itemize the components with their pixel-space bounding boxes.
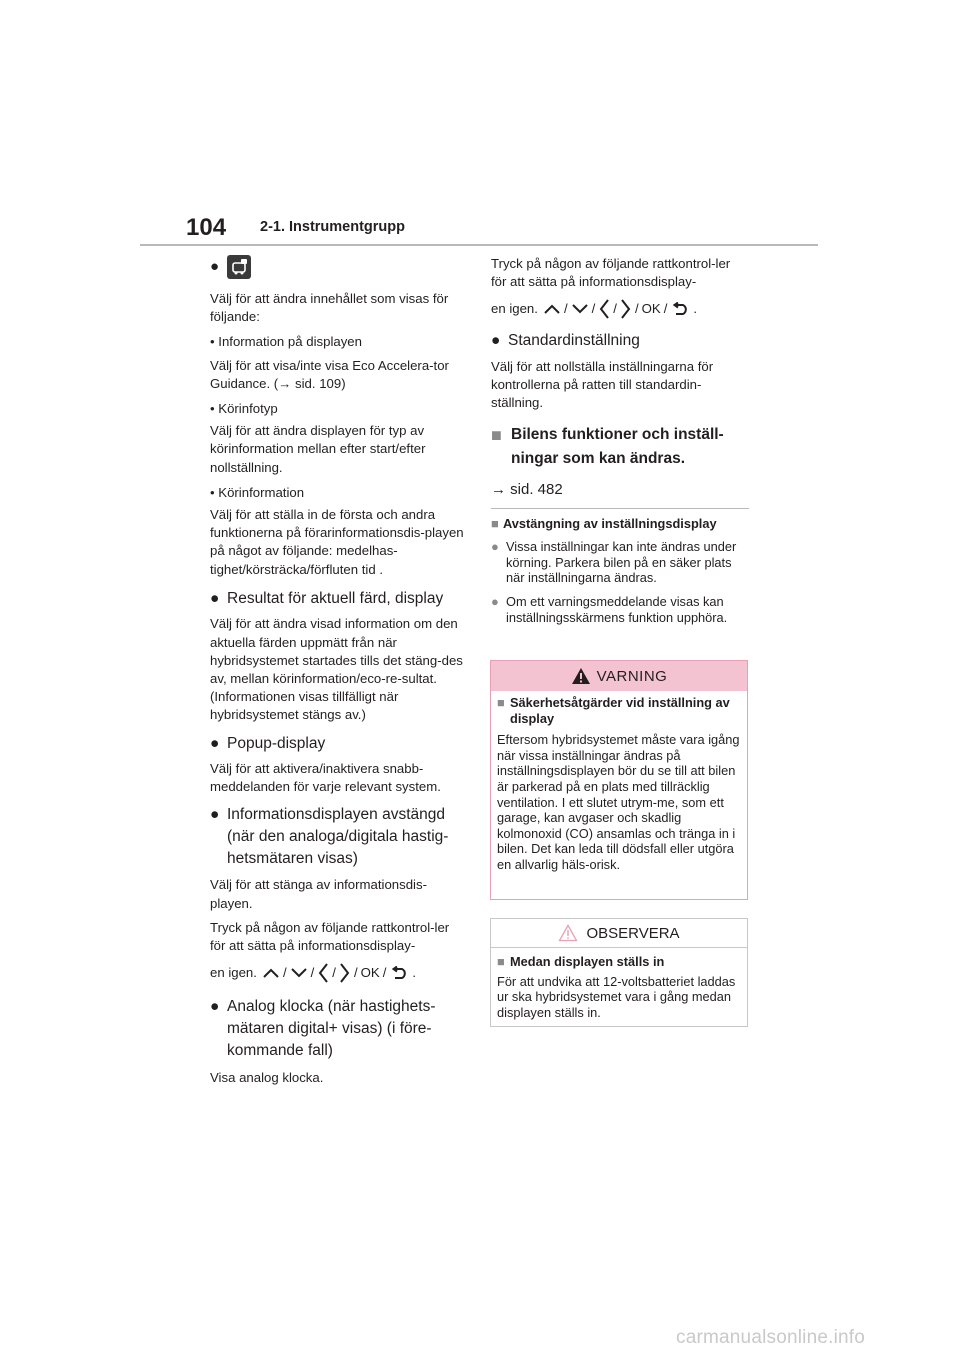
notice-text: För att undvika att 12-voltsbatteriet laddas ur ska hybridsystemet vara i gång medan displayen ställs in. <box>497 973 736 1020</box>
notice-body <box>491 948 747 1020</box>
chevron-down-icon <box>571 303 589 315</box>
section-title: 2-1. Instrumentgrupp <box>260 219 406 235</box>
press-lead: en igen. <box>210 965 257 981</box>
section-heading <box>210 804 468 870</box>
control-icons: / / / / OK / . <box>262 962 416 984</box>
bullet-dot: ● <box>210 734 220 752</box>
square-bullet: ■ <box>491 516 499 531</box>
left-column <box>210 254 468 1087</box>
item-text: Välj för att ändra displayen för typ av körinformation mellan efter start/efter nollställning. <box>210 423 426 475</box>
heading-text: Standardinställning <box>508 332 640 350</box>
heading-text: Resultat för aktuell färd, display <box>227 589 444 607</box>
bullet-dot: ● <box>491 539 499 555</box>
section-heading <box>210 588 468 610</box>
bullet-dot: ● <box>491 332 501 350</box>
section-text: Välj för att stänga av informationsdis-playen. <box>210 877 427 911</box>
control-line <box>491 296 749 322</box>
chevron-up-icon <box>262 967 280 979</box>
note-title-text: Avstängning av inställningsdisplay <box>503 516 717 531</box>
notice-box <box>490 918 748 1027</box>
intro-text: Välj för att ändra innehållet som visas för följande: <box>210 291 449 325</box>
note-item <box>491 539 749 586</box>
heading-text: Analog klocka (när hastighets-mätaren digital+ visas) (i före-kommande fall) <box>227 998 436 1060</box>
standard-text: Välj för att nollställa inställningarna för kontrollerna på ratten till standardin-ställning. <box>491 358 714 411</box>
note-item-text: Vissa inställningar kan inte ändras under körning. Parkera bilen på en säker plats när inställningarna ändras. <box>506 539 737 586</box>
press-text: Tryck på någon av följande rattkontrol-ler för att sätta på informationsdisplay- <box>491 256 731 290</box>
section-text: Visa analog klocka. <box>210 1070 324 1086</box>
bullet-dot: ● <box>491 593 499 609</box>
heading-text: Informationsdisplayen avstängd (när den analoga/digitala hastig-hetsmätaren visas) <box>227 806 449 868</box>
heading-text: Bilens funktioner och inställ-ningar som kan ändras. <box>511 425 724 467</box>
section-heading <box>210 996 468 1062</box>
back-icon <box>389 966 409 980</box>
ok-label: OK <box>641 301 661 317</box>
caution-icon <box>558 924 578 942</box>
note-item <box>491 594 749 625</box>
standard-heading <box>491 330 749 352</box>
display-settings-item <box>210 254 468 280</box>
warning-subtitle-text: Säkerhetsåtgärder vid inställning av display <box>510 695 730 726</box>
press-text: Tryck på någon av följande rattkontrol-ler för att sätta på informationsdisplay- <box>210 919 450 954</box>
chevron-left-icon <box>598 298 610 320</box>
section-heading <box>210 733 468 755</box>
back-icon <box>670 302 690 316</box>
warning-title: VARNING <box>596 667 668 685</box>
bullet-dot: ● <box>210 998 220 1016</box>
item-label: • Körinfotyp <box>210 401 278 417</box>
chevron-up-icon <box>543 303 561 315</box>
note-rule <box>491 508 749 509</box>
chevron-right-icon <box>339 962 351 984</box>
header-rule <box>140 244 818 246</box>
item-text: Välj för att visa/inte visa Eco Accelera-tor Guidance. (→ sid. 109) <box>210 357 449 391</box>
watermark: carmanualsonline.info <box>676 1327 866 1348</box>
warning-icon <box>571 667 591 685</box>
chevron-left-icon <box>317 962 329 984</box>
control-line <box>210 960 468 986</box>
bullet-dot: ● <box>210 257 220 275</box>
functions-ref: → sid. 482 <box>491 480 563 498</box>
functions-heading <box>491 423 749 471</box>
display-settings-icon <box>227 255 251 279</box>
warning-text: Eftersom hybridsystemet måste vara igång när vissa inställningar ändras på inställningsdisplayen bör du se till att bilen är parkerad på en plats med tillräcklig ventilation. I ett slutet utrym-me, som ett garage, kan avgaser och skadlig kolmonoxid (CO) ansamlas och tränga in i bilen. Det kan leda till dödsfall eller utgöra en allvarlig häls-orisk. <box>497 732 740 872</box>
chevron-right-icon <box>620 298 632 320</box>
right-column <box>491 255 749 499</box>
control-icons: / / / / OK / . <box>543 298 697 320</box>
warning-box <box>490 660 748 900</box>
page-number: 104 <box>186 214 227 241</box>
warning-header <box>491 661 747 691</box>
note-item-text: Om ett varningsmeddelande visas kan inställningsskärmens funktion upphöra. <box>506 593 728 625</box>
section-text: Välj för att aktivera/inaktivera snabb-meddelanden för varje relevant system. <box>210 761 441 795</box>
note-title <box>491 515 749 533</box>
item-text: Välj för att ställa in de första och andra funktionerna på förarinformationsdis-playen på något av följande: medelhas-tighet/körsträcka/förfluten tid . <box>210 507 464 577</box>
heading-text: Popup-display <box>227 734 326 752</box>
warning-body <box>491 691 747 873</box>
item-label: • Information på displayen <box>210 334 362 350</box>
bullet-dot: ● <box>210 589 220 607</box>
warning-subtitle <box>497 695 741 726</box>
notice-header <box>491 919 747 948</box>
square-bullet: ■ <box>497 954 505 969</box>
section-text: Välj för att ändra visad information om den aktuella färden uppmätt från när hybridsystemet startades tills det stäng-des av, mellan körinformation/eco-re-sultat. (Informationen visas tillfälligt när hybridsystemet stängs av.) <box>210 616 463 723</box>
bullet-dot: ● <box>210 806 220 824</box>
item-label: • Körinformation <box>210 484 305 500</box>
notice-title: OBSERVERA <box>586 924 680 942</box>
press-lead: en igen. <box>491 301 538 317</box>
note-section <box>491 515 749 625</box>
square-bullet: ■ <box>491 424 502 445</box>
square-bullet: ■ <box>497 695 505 710</box>
chevron-down-icon <box>290 967 308 979</box>
notice-subtitle-text: Medan displayen ställs in <box>510 954 665 969</box>
notice-subtitle <box>497 954 741 970</box>
ok-label: OK <box>360 965 380 981</box>
